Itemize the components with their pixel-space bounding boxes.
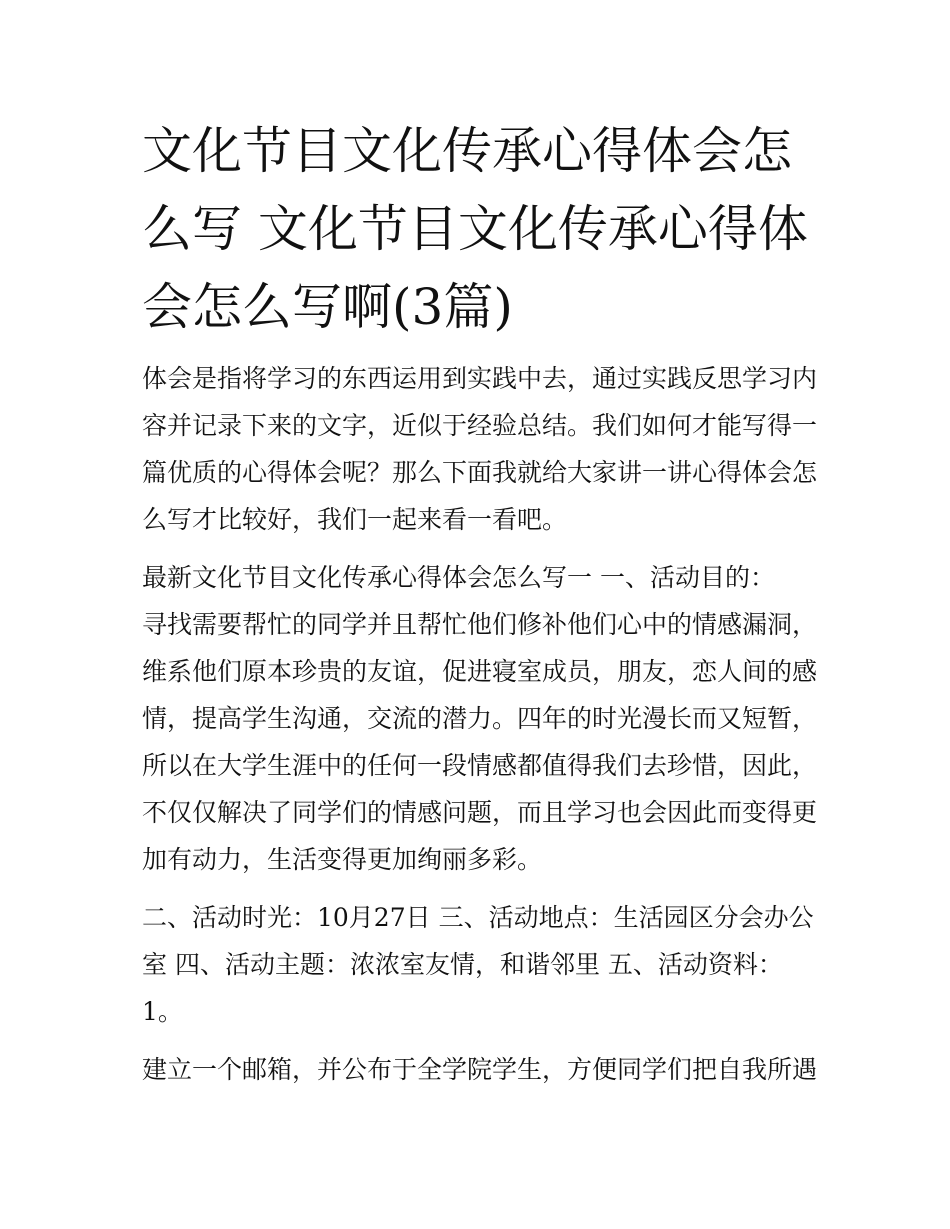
list-number: 1。 (142, 997, 183, 1026)
document-title: 文化节目文化传承心得体会怎么写 文化节目文化传承心得体会怎么写啊(3篇) (142, 122, 808, 336)
mailbox-paragraph: 建立一个邮箱，并公布于全学院学生，方便同学们把自我所遇 (142, 1055, 818, 1084)
document-body (142, 355, 822, 1093)
intro-paragraph: 体会是指将学习的东西运用到实践中去，通过实践反思学习内容并记录下来的文字，近似于经验总结。我们如何才能写得一篇优质的心得体会呢？那么下面我就给大家讲一讲心得体会怎么写才比较好，我们一起来看一看吧。 (142, 364, 818, 534)
section-heading: 最新文化节目文化传承心得体会怎么写一 一、活动目的： (142, 563, 775, 592)
purpose-paragraph: 寻找需要帮忙的同学并且帮忙他们修补他们心中的情感漏洞，维系他们原本珍贵的友谊，促进寝室成员，朋友，恋人间的感情，提高学生沟通，交流的潜力。四年的时光漫长而又短暂，所以在大学生涯中的任何一段情感都值得我们去珍惜，因此，不仅仅解决了同学们的情感问题，而且学习也会因此而变得更加有动力，生活变得更加绚丽多彩。 (142, 610, 818, 874)
activity-details-paragraph: 二、活动时光：10月27日 三、活动地点：生活园区分会办公室 四、活动主题：浓浓室友情，和谐邻里 五、活动资料： (142, 903, 814, 979)
